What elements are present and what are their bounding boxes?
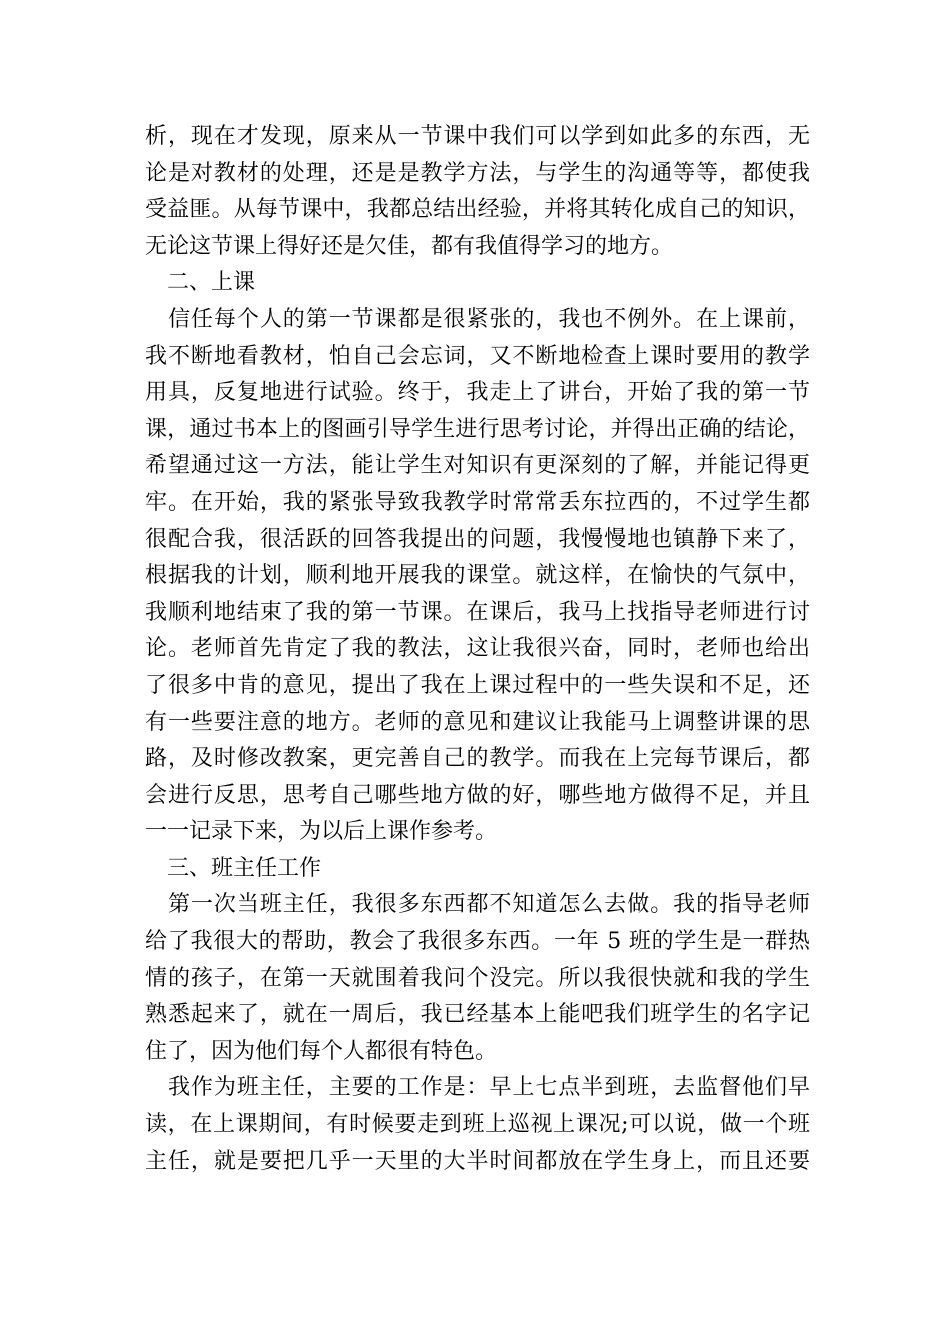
text-line: 给了我很大的帮助，教会了我很多东西。一年 5 班的学生是一群热 [145, 929, 810, 955]
section-heading-text: 二、上课 [145, 270, 256, 296]
text-line: 牢。在开始，我的紧张导致我教学时常常丢东拉西的，不过学生都 [145, 489, 810, 515]
paragraph [145, 302, 810, 851]
text-line: 熟悉起来了，就在一周后，我已经基本上能吧我们班学生的名字记 [145, 1002, 810, 1028]
paragraph [145, 1070, 810, 1180]
text-line: 路，及时修改教案，更完善自己的教学。而我在上完每节课后，都 [145, 746, 810, 772]
text-line: 一一记录下来，为以后上课作参考。 [145, 819, 498, 845]
text-line: 我顺利地结束了我的第一节课。在课后，我马上找指导老师进行讨 [145, 599, 810, 625]
text-line: 有一些要注意的地方。老师的意见和建议让我能马上调整讲课的思 [145, 709, 810, 735]
document-page [145, 119, 810, 1180]
paragraph [145, 119, 810, 265]
text-line: 会进行反思，思考自己哪些地方做的好，哪些地方做得不足，并且 [145, 782, 810, 808]
text-line: 很配合我，很活跃的回答我提出的问题，我慢慢地也镇静下来了， [145, 526, 810, 552]
text-line: 论。老师首先肯定了我的教法，这让我很兴奋，同时，老师也给出 [145, 636, 810, 662]
text-line: 无论这节课上得好还是欠佳，都有我值得学习的地方。 [145, 233, 674, 259]
text-line: 情的孩子，在第一天就围着我问个没完。所以我很快就和我的学生 [145, 965, 810, 991]
text-line: 我不断地看教材，怕自己会忘词，又不断地检查上课时要用的教学 [145, 343, 810, 369]
text-line: 根据我的计划，顺利地开展我的课堂。就这样，在愉快的气氛中， [145, 563, 810, 589]
text-line: 课，通过书本上的图画引导学生进行思考讨论，并得出正确的结论， [145, 416, 810, 442]
text-line: 住了，因为他们每个人都很有特色。 [145, 1038, 498, 1064]
section-heading-banzhuren [145, 851, 810, 888]
text-line: 信任每个人的第一节课都是很紧张的，我也不例外。在上课前， [145, 306, 810, 332]
text-line: 论是对教材的处理，还是是教学方法，与学生的沟通等等，都使我 [145, 160, 810, 186]
section-heading-shangke [145, 265, 810, 302]
text-line: 析，现在才发现，原来从一节课中我们可以学到如此多的东西，无 [145, 124, 810, 149]
text-line: 了很多中肯的意见，提出了我在上课过程中的一些失误和不足，还 [145, 672, 810, 698]
section-heading-text: 三、班主任工作 [145, 855, 322, 881]
text-line: 希望通过这一方法，能让学生对知识有更深刻的了解，并能记得更 [145, 453, 810, 479]
text-line: 第一次当班主任，我很多东西都不知道怎么去做。我的指导老师 [145, 892, 810, 918]
text-line: 我作为班主任，主要的工作是：早上七点半到班，去监督他们早 [145, 1075, 810, 1101]
paragraph [145, 887, 810, 1070]
text-line: 受益匪。从每节课中，我都总结出经验，并将其转化成自己的知识， [145, 197, 810, 223]
text-line: 用具，反复地进行试验。终于，我走上了讲台，开始了我的第一节 [145, 380, 810, 406]
text-line: 读，在上课期间，有时候要走到班上巡视上课况;可以说，做一个班 [145, 1112, 810, 1138]
text-line: 主任，就是要把几乎一天里的大半时间都放在学生身上，而且还要 [145, 1148, 810, 1174]
